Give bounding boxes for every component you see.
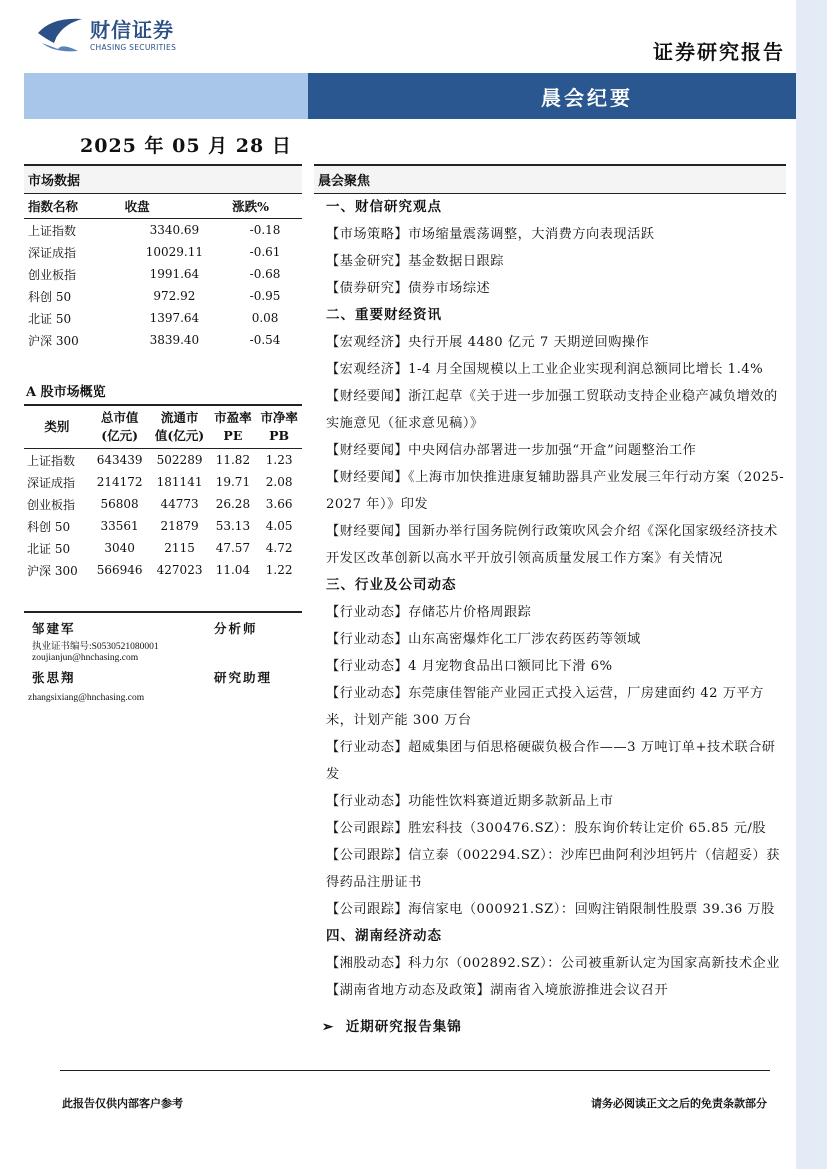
- table-row: [24, 559, 302, 581]
- analyst-cert-1: 执业证书编号:S0530521080001: [32, 642, 159, 652]
- table-cell: 19.71: [215, 475, 251, 489]
- focus-section-heading: 三、行业及公司动态: [326, 577, 457, 593]
- overview-header-3: [210, 406, 257, 449]
- table-cell: 44773: [160, 497, 199, 511]
- focus-item[interactable]: 【财经要闻】《上海市加快推进康复辅助器具产业发展三年行动方案（2025-2027 年）》印发: [326, 470, 785, 512]
- table-cell: 1.22: [265, 563, 293, 577]
- table-cell: 深证成指: [27, 475, 76, 490]
- table-cell: 47.57: [215, 541, 251, 555]
- overview-header-line: 流通市: [160, 410, 199, 425]
- overview-header-line: (亿元): [101, 428, 139, 443]
- table-cell: 科创 50: [27, 519, 71, 534]
- table-cell: 上证指数: [28, 223, 77, 238]
- table-row: [24, 471, 302, 493]
- table-row: [24, 537, 302, 559]
- logo-cn: 财信证券: [90, 17, 174, 42]
- footer-divider: [60, 1070, 770, 1071]
- market-data-table: [24, 194, 302, 351]
- table-row: [24, 263, 302, 285]
- table-cell: 214172: [96, 475, 143, 489]
- analyst-name-1: 邹建军: [32, 621, 76, 636]
- focus-item[interactable]: 【公司跟踪】信立泰（002294.SZ）：沙库巴曲阿利沙坦钙片（信超妥）获得药品注册证书: [326, 848, 780, 890]
- table-cell: -0.68: [249, 267, 281, 281]
- overview-header-line: 类别: [44, 419, 70, 434]
- table-cell: 1991.64: [149, 267, 200, 281]
- table-cell: 26.28: [215, 497, 251, 511]
- table-cell: 427023: [156, 563, 203, 577]
- table-cell: 沪深 300: [27, 563, 78, 578]
- focus-item[interactable]: 【宏观经济】1-4 月全国规模以上工业企业实现利润总额同比增长 1.4%: [326, 362, 764, 377]
- table-row: [24, 515, 302, 537]
- table-cell: 3340.69: [149, 223, 200, 237]
- table-cell: 643439: [96, 453, 143, 467]
- table-cell: 10029.11: [145, 245, 204, 259]
- table-cell: 沪深 300: [28, 333, 79, 348]
- table-cell: 33561: [100, 519, 139, 533]
- overview-header-line: PB: [269, 428, 290, 443]
- table-row: [24, 241, 302, 263]
- overview-header-4: [256, 406, 302, 449]
- table-cell: 53.13: [215, 519, 251, 533]
- banner-title: 晨会纪要: [308, 73, 796, 119]
- overview-table: [24, 406, 302, 581]
- table-cell: 北证 50: [28, 311, 72, 326]
- focus-item[interactable]: 【公司跟踪】胜宏科技（300476.SZ）：股东询价转让定价 65.85 元/股: [326, 821, 767, 836]
- footer-right: 请务必阅读正文之后的免责条款部分: [591, 1097, 767, 1110]
- focus-title: 晨会聚焦: [314, 164, 786, 194]
- table-cell: 4.72: [265, 541, 293, 555]
- analyst-email-2[interactable]: zhangsixiang@hnchasing.com: [28, 693, 145, 703]
- table-cell: -0.61: [249, 245, 281, 259]
- banner-left: [24, 73, 308, 119]
- overview-title: A 股市场概览: [24, 377, 302, 406]
- overview-header-line: PE: [223, 428, 243, 443]
- table-cell: 3040: [104, 541, 135, 555]
- table-cell: 972.92: [153, 289, 196, 303]
- overview-header-line: 总市值: [100, 410, 139, 425]
- focus-item[interactable]: 【湘股动态】科力尔（002892.SZ）：公司被重新认定为国家高新技术企业: [326, 956, 780, 971]
- analyst-email-1[interactable]: zoujianjun@hnchasing.com: [32, 653, 139, 663]
- focus-item[interactable]: 【市场策略】市场缩量震荡调整，大消费方向表现活跃: [326, 227, 655, 242]
- logo-en: CHASING SECURITIES: [90, 42, 177, 52]
- report-type: 证券研究报告: [653, 40, 785, 64]
- analyst-role-2: 研究助理: [214, 670, 273, 685]
- recent-reports-label: 近期研究报告集锦: [345, 1019, 462, 1035]
- table-cell: 21879: [160, 519, 199, 533]
- analyst-role-1: 分析师: [214, 621, 258, 636]
- focus-item[interactable]: 【财经要闻】中央网信办部署进一步加强“开盒”问题整治工作: [326, 443, 697, 458]
- table-row: [24, 329, 302, 351]
- focus-list: [314, 194, 786, 1004]
- overview-header-line: 值(亿元): [154, 428, 205, 443]
- table-row: [24, 307, 302, 329]
- focus-item[interactable]: 【行业动态】东莞康佳智能产业园正式投入运营，厂房建面约 42 万平方米，计划产能 300 万台: [326, 686, 764, 728]
- focus-item[interactable]: 【财经要闻】国新办举行国务院例行政策吹风会介绍《深化国家级经济技术开发区改革创新以高水平开放引领高质量发展工作方案》有关情况: [326, 524, 778, 566]
- table-cell: 4.05: [265, 519, 293, 533]
- overview-header-line: 市盈率: [214, 410, 252, 425]
- table-cell: 502289: [156, 453, 203, 467]
- table-cell: -0.54: [249, 333, 281, 347]
- focus-item[interactable]: 【基金研究】基金数据日跟踪: [326, 254, 504, 269]
- table-cell: 创业板指: [27, 497, 76, 512]
- logo: [34, 13, 176, 57]
- focus-item[interactable]: 【行业动态】功能性饮料赛道近期多款新品上市: [326, 794, 614, 809]
- overview-header-2: [150, 406, 210, 449]
- table-cell: 181141: [156, 475, 203, 489]
- focus-item[interactable]: 【行业动态】山东高密爆炸化工厂涉农药医药等领域: [326, 632, 641, 647]
- report-date: 2025 年 05 月 28 日: [80, 135, 292, 157]
- market-data-title: 市场数据: [24, 164, 302, 194]
- right-column: [314, 164, 786, 1004]
- overview-header-line: 市净率: [260, 410, 298, 425]
- focus-item[interactable]: 【宏观经济】央行开展 4480 亿元 7 天期逆回购操作: [326, 335, 650, 350]
- table-cell: 56808: [100, 497, 139, 511]
- table-cell: 1.23: [265, 453, 293, 467]
- focus-item[interactable]: 【行业动态】存储芯片价格周跟踪: [326, 605, 532, 620]
- focus-item[interactable]: 【湖南省地方动态及政策】湖南省入境旅游推进会议召开: [326, 983, 669, 998]
- table-cell: 0.08: [251, 311, 279, 325]
- overview-header-1: [90, 406, 150, 449]
- focus-section-heading: 二、重要财经资讯: [326, 307, 442, 323]
- table-cell: 3.66: [265, 497, 293, 511]
- focus-item[interactable]: 【财经要闻】浙江起草《关于进一步加强工贸联动支持企业稳产减负增效的实施意见（征求意见稿）》: [326, 389, 778, 431]
- table-cell: 深证成指: [28, 245, 77, 260]
- footer-left: 此报告仅供内部客户参考: [62, 1097, 183, 1110]
- table-row: [24, 449, 302, 472]
- table-cell: -0.18: [249, 223, 281, 237]
- table-cell: 北证 50: [27, 541, 71, 556]
- side-stripe: [796, 0, 827, 1169]
- focus-item[interactable]: 【行业动态】超威集团与佰思格硬碳负极合作——3 万吨订单+技术联合研发: [326, 740, 776, 782]
- table-row: [24, 493, 302, 515]
- table-cell: 2.08: [265, 475, 293, 489]
- table-cell: 科创 50: [28, 289, 72, 304]
- table-cell: 创业板指: [28, 267, 77, 282]
- overview-header-0: [24, 406, 90, 449]
- table-row: [24, 285, 302, 307]
- table-cell: 上证指数: [27, 453, 76, 468]
- focus-item[interactable]: 【公司跟踪】海信家电（000921.SZ）：回购注销限制性股票 39.36 万股: [326, 902, 775, 917]
- focus-item[interactable]: 【债券研究】债券市场综述: [326, 281, 491, 296]
- market-header-change: 涨跌%: [228, 194, 302, 219]
- market-header-name: 指数名称: [24, 194, 121, 219]
- table-cell: 11.82: [215, 453, 251, 467]
- table-cell: 1397.64: [149, 311, 200, 325]
- table-cell: 11.04: [215, 563, 251, 577]
- table-cell: -0.95: [249, 289, 281, 303]
- table-cell: 566946: [96, 563, 143, 577]
- recent-reports[interactable]: [322, 1015, 462, 1035]
- market-header-close: 收盘: [121, 194, 228, 219]
- logo-mark-icon: [34, 13, 86, 57]
- table-cell: 3839.40: [149, 333, 200, 347]
- left-column: [24, 164, 302, 703]
- analyst-block: [24, 611, 302, 703]
- banner: [24, 73, 796, 119]
- arrow-icon: ➢: [322, 1019, 335, 1035]
- focus-section-heading: 一、财信研究观点: [326, 199, 442, 215]
- analyst-name-2: 张思翔: [32, 670, 76, 685]
- table-row: [24, 219, 302, 242]
- table-cell: 2115: [164, 541, 195, 555]
- focus-item[interactable]: 【行业动态】4 月宠物食品出口额同比下滑 6%: [326, 659, 613, 674]
- focus-section-heading: 四、湖南经济动态: [326, 928, 442, 944]
